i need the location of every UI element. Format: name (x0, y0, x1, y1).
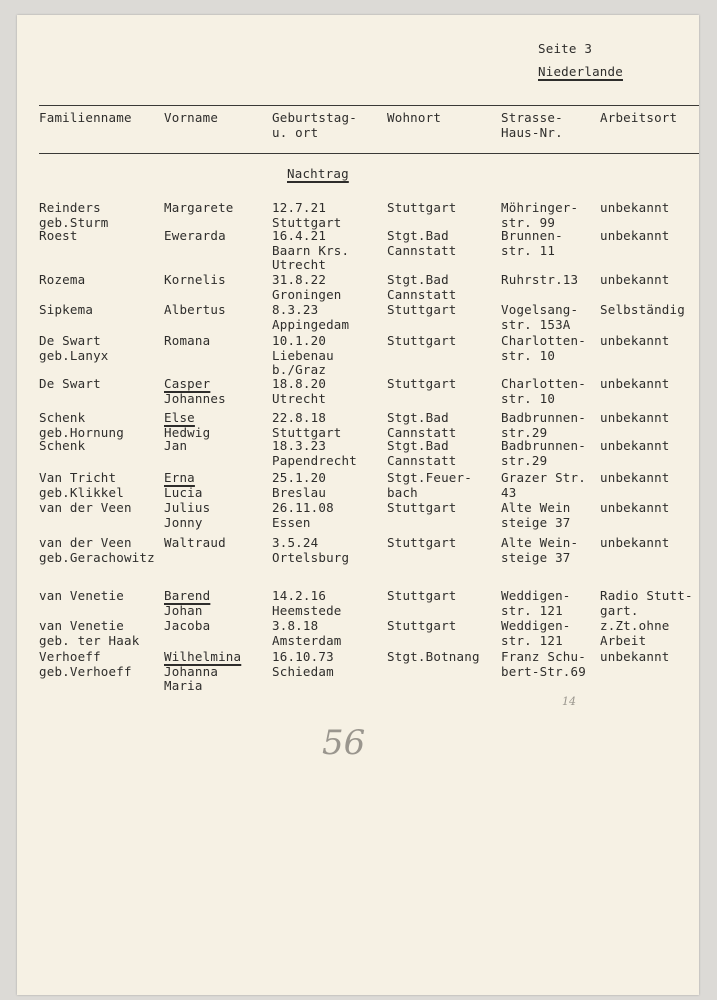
cell-line: Maria (164, 678, 203, 693)
cell-wohnort (387, 650, 480, 665)
cell-arbeitsort (600, 619, 670, 648)
cell-strasse (501, 201, 578, 230)
cell-line: Johanna (164, 663, 219, 679)
cell-strasse (501, 273, 578, 288)
cell-line: Sipkema (39, 302, 94, 317)
cell-line: van der Veen (39, 535, 132, 550)
cell-line: Utrecht (272, 257, 327, 272)
cell-wohnort (387, 619, 457, 634)
cell-line: Arbeit (600, 632, 647, 648)
cell-line: Utrecht (272, 390, 327, 406)
header-familienname (39, 111, 132, 126)
cell-line: 16.4.21 (272, 228, 327, 243)
cell-line: 8.3.23 (272, 302, 319, 317)
header-arbeitsort (600, 111, 677, 126)
cell-line: bert-Str.69 (501, 663, 586, 679)
cell-line: geb.Gerachowitz (39, 549, 155, 565)
cell-strasse (501, 439, 586, 468)
cell-line: Heemstede (272, 602, 342, 618)
cell-line: Ruhrstr.13 (501, 272, 579, 287)
cell-geburt (272, 273, 342, 302)
cell-line: gart. (600, 602, 639, 618)
cell-line: steige 37 (501, 549, 571, 565)
cell-line: unbekannt (600, 470, 670, 485)
cell-line: Wilhelmina (164, 649, 242, 664)
cell-strasse (501, 334, 586, 363)
cell-line: geb. ter Haak (39, 632, 140, 648)
cell-line: Vogelsang- (501, 302, 579, 317)
cell-geburt (272, 650, 334, 679)
cell-wohnort (387, 536, 457, 551)
cell-line: Cannstatt (387, 242, 457, 258)
cell-line: Stgt.Bad (387, 272, 449, 287)
cell-geburt (272, 501, 334, 530)
cell-line: Jan (164, 438, 188, 453)
cell-strasse (501, 471, 586, 500)
cell-line: Jonny (164, 514, 203, 530)
cell-line: Julius (164, 500, 211, 515)
cell-line: Alte Wein (501, 500, 571, 515)
cell-line: Hedwig (164, 424, 211, 440)
cell-familienname (39, 334, 109, 363)
cell-line: Badbrunnen- (501, 438, 586, 453)
cell-vorname (164, 471, 203, 500)
cell-line: geb.Verhoeff (39, 663, 132, 679)
header-line: Haus-Nr. (501, 124, 563, 140)
document-page (17, 15, 699, 995)
cell-line: Verhoeff (39, 649, 101, 664)
header-line: Wohnort (387, 110, 442, 125)
cell-line: unbekannt (600, 500, 670, 515)
cell-familienname (39, 471, 124, 500)
country-heading: Niederlande (538, 64, 623, 79)
cell-line: van Venetie (39, 588, 124, 603)
cell-line: Stuttgart (387, 535, 457, 550)
cell-line: unbekannt (600, 535, 670, 550)
cell-line: Cannstatt (387, 452, 457, 468)
cell-line: Alte Wein- (501, 535, 579, 550)
cell-line: 25.1.20 (272, 470, 327, 485)
cell-line: 3.8.18 (272, 618, 319, 633)
cell-line: geb.Hornung (39, 424, 124, 440)
cell-vorname (164, 377, 226, 406)
cell-familienname (39, 273, 85, 288)
cell-line: Stgt.Bad (387, 410, 449, 425)
cell-line: Selbständig (600, 302, 685, 317)
cell-strasse (501, 501, 571, 530)
cell-line: Johannes (164, 390, 226, 406)
cell-wohnort (387, 501, 457, 516)
cell-line: Stuttgart (387, 588, 457, 603)
cell-line: unbekannt (600, 200, 670, 215)
cell-line: Radio Stutt- (600, 588, 693, 603)
header-bottom-rule (39, 153, 699, 154)
cell-familienname (39, 501, 132, 516)
cell-line: Brunnen- (501, 228, 563, 243)
cell-vorname (164, 273, 226, 288)
cell-line: Roest (39, 228, 78, 243)
cell-line: z.Zt.ohne (600, 618, 670, 633)
cell-strasse (501, 589, 571, 618)
cell-line: 3.5.24 (272, 535, 319, 550)
cell-line: Waltraud (164, 535, 226, 550)
cell-strasse (501, 229, 563, 258)
cell-geburt (272, 201, 342, 230)
cell-line: Stgt.Botnang (387, 649, 480, 664)
cell-line: De Swart (39, 333, 101, 348)
cell-line: str. 10 (501, 347, 556, 363)
header-strasse-haus-nr (501, 111, 563, 140)
cell-line: Stuttgart (387, 302, 457, 317)
cell-arbeitsort (600, 411, 670, 426)
cell-wohnort (387, 303, 457, 318)
cell-line: Ewerarda (164, 228, 226, 243)
cell-vorname (164, 501, 210, 530)
cell-line: Groningen (272, 286, 342, 302)
cell-line: Albertus (164, 302, 226, 317)
cell-line: van der Veen (39, 500, 132, 515)
cell-line: Stuttgart (387, 618, 457, 633)
cell-familienname (39, 229, 78, 244)
cell-line: steige 37 (501, 514, 571, 530)
pencil-mark: 14 (562, 695, 576, 708)
cell-geburt (272, 411, 342, 440)
cell-arbeitsort (600, 471, 670, 486)
cell-wohnort (387, 377, 457, 392)
cell-arbeitsort (600, 377, 670, 392)
cell-arbeitsort (600, 201, 670, 216)
header-line: Strasse- (501, 110, 563, 125)
cell-line: Stgt.Bad (387, 438, 449, 453)
header-top-rule (39, 105, 699, 106)
cell-line: Casper (164, 376, 211, 391)
cell-line: Stuttgart (272, 424, 342, 440)
cell-geburt (272, 377, 326, 406)
header-line: Familienname (39, 110, 132, 125)
cell-geburt (272, 303, 349, 332)
cell-arbeitsort (600, 589, 693, 618)
cell-line: 18.8.20 (272, 376, 327, 391)
cell-line: str. 10 (501, 390, 556, 406)
cell-line: Franz Schu- (501, 649, 586, 664)
cell-geburt (272, 589, 342, 618)
cell-strasse (501, 536, 578, 565)
cell-arbeitsort (600, 501, 670, 516)
cell-line: 43 (501, 484, 517, 500)
header-vorname (164, 111, 218, 126)
cell-line: Baarn Krs. (272, 242, 350, 258)
cell-line: 22.8.18 (272, 410, 327, 425)
cell-arbeitsort (600, 650, 670, 665)
cell-line: van Venetie (39, 618, 124, 633)
cell-line: Margarete (164, 200, 234, 215)
cell-wohnort (387, 471, 472, 500)
cell-line: str. 153A (501, 316, 571, 332)
cell-vorname (164, 229, 226, 244)
cell-wohnort (387, 201, 457, 216)
cell-line: Rozema (39, 272, 86, 287)
cell-line: unbekannt (600, 649, 670, 664)
cell-line: geb.Sturm (39, 214, 109, 230)
cell-line: Reinders (39, 200, 101, 215)
cell-line: Stgt.Bad (387, 228, 449, 243)
cell-vorname (164, 303, 226, 318)
cell-familienname (39, 377, 101, 392)
cell-geburt (272, 229, 349, 273)
cell-line: Grazer Str. (501, 470, 586, 485)
cell-familienname (39, 536, 155, 565)
cell-line: geb.Lanyx (39, 347, 109, 363)
header-line: Geburtstag- (272, 110, 357, 125)
cell-line: str. 121 (501, 602, 563, 618)
cell-line: unbekannt (600, 438, 670, 453)
cell-familienname (39, 650, 132, 679)
cell-line: Lucia (164, 484, 203, 500)
cell-line: b./Graz (272, 362, 327, 377)
cell-line: Liebenau (272, 347, 334, 363)
cell-line: Stuttgart (387, 200, 457, 215)
section-title: Nachtrag (287, 166, 349, 181)
header-line: Vorname (164, 110, 219, 125)
cell-line: str.29 (501, 452, 548, 468)
cell-line: geb.Klikkel (39, 484, 124, 500)
cell-line: 12.7.21 (272, 200, 327, 215)
cell-line: 18.3.23 (272, 438, 327, 453)
cell-line: Papendrecht (272, 452, 357, 468)
cell-arbeitsort (600, 303, 685, 318)
cell-line: str. 11 (501, 242, 556, 258)
cell-line: Cannstatt (387, 424, 457, 440)
cell-arbeitsort (600, 439, 670, 454)
cell-line: Erna (164, 470, 195, 485)
cell-line: Stuttgart (387, 500, 457, 515)
cell-wohnort (387, 439, 457, 468)
cell-line: 14.2.16 (272, 588, 327, 603)
cell-vorname (164, 619, 210, 634)
cell-line: unbekannt (600, 376, 670, 391)
cell-line: Barend (164, 588, 211, 603)
cell-strasse (501, 619, 571, 648)
cell-wohnort (387, 334, 457, 349)
cell-familienname (39, 589, 124, 604)
cell-line: Amsterdam (272, 632, 342, 648)
cell-geburt (272, 619, 342, 648)
cell-line: Stgt.Feuer- (387, 470, 472, 485)
cell-line: Badbrunnen- (501, 410, 586, 425)
cell-line: Cannstatt (387, 286, 457, 302)
cell-line: unbekannt (600, 410, 670, 425)
cell-arbeitsort (600, 273, 670, 288)
cell-familienname (39, 303, 93, 318)
cell-vorname (164, 411, 210, 440)
header-wohnort (387, 111, 441, 126)
header-line: u. ort (272, 124, 319, 140)
cell-line: unbekannt (600, 228, 670, 243)
cell-familienname (39, 439, 85, 454)
cell-line: Van Tricht (39, 470, 117, 485)
header-line: Arbeitsort (600, 110, 678, 125)
cell-wohnort (387, 273, 457, 302)
cell-strasse (501, 377, 586, 406)
cell-arbeitsort (600, 334, 670, 349)
cell-strasse (501, 411, 586, 440)
cell-familienname (39, 201, 109, 230)
cell-line: 16.10.73 (272, 649, 334, 664)
cell-line: Appingedam (272, 316, 350, 332)
cell-strasse (501, 303, 578, 332)
cell-geburt (272, 471, 326, 500)
pencil-page-number: 56 (322, 723, 366, 763)
cell-vorname (164, 650, 241, 694)
cell-line: Stuttgart (387, 376, 457, 391)
cell-line: Romana (164, 333, 211, 348)
page-number: Seite 3 (538, 41, 593, 56)
cell-vorname (164, 589, 210, 618)
cell-line: De Swart (39, 376, 101, 391)
cell-line: Stuttgart (272, 214, 342, 230)
cell-line: Essen (272, 514, 311, 530)
cell-geburt (272, 334, 334, 378)
cell-line: Schenk (39, 410, 86, 425)
cell-familienname (39, 411, 124, 440)
cell-vorname (164, 439, 187, 454)
cell-wohnort (387, 229, 457, 258)
cell-line: Charlotten- (501, 333, 586, 348)
cell-line: Breslau (272, 484, 327, 500)
cell-strasse (501, 650, 586, 679)
cell-line: 10.1.20 (272, 333, 327, 348)
cell-line: Johan (164, 602, 203, 618)
cell-line: Möhringer- (501, 200, 579, 215)
cell-line: Jacoba (164, 618, 211, 633)
cell-line: 31.8.22 (272, 272, 327, 287)
cell-line: Else (164, 410, 195, 425)
cell-line: Stuttgart (387, 333, 457, 348)
cell-line: unbekannt (600, 333, 670, 348)
cell-arbeitsort (600, 229, 670, 244)
cell-line: Schenk (39, 438, 86, 453)
cell-vorname (164, 536, 226, 551)
cell-line: Schiedam (272, 663, 334, 679)
cell-line: Charlotten- (501, 376, 586, 391)
header-geburtstag-ort (272, 111, 357, 140)
cell-line: str. 121 (501, 632, 563, 648)
cell-familienname (39, 619, 139, 648)
cell-wohnort (387, 411, 457, 440)
cell-line: unbekannt (600, 272, 670, 287)
cell-geburt (272, 536, 349, 565)
cell-line: bach (387, 484, 418, 500)
cell-line: 26.11.08 (272, 500, 334, 515)
cell-vorname (164, 201, 234, 216)
cell-geburt (272, 439, 357, 468)
cell-line: Weddigen- (501, 618, 571, 633)
cell-line: Weddigen- (501, 588, 571, 603)
cell-line: str.29 (501, 424, 548, 440)
cell-arbeitsort (600, 536, 670, 551)
cell-wohnort (387, 589, 457, 604)
cell-vorname (164, 334, 210, 349)
cell-line: str. 99 (501, 214, 556, 230)
cell-line: Kornelis (164, 272, 226, 287)
cell-line: Ortelsburg (272, 549, 350, 565)
